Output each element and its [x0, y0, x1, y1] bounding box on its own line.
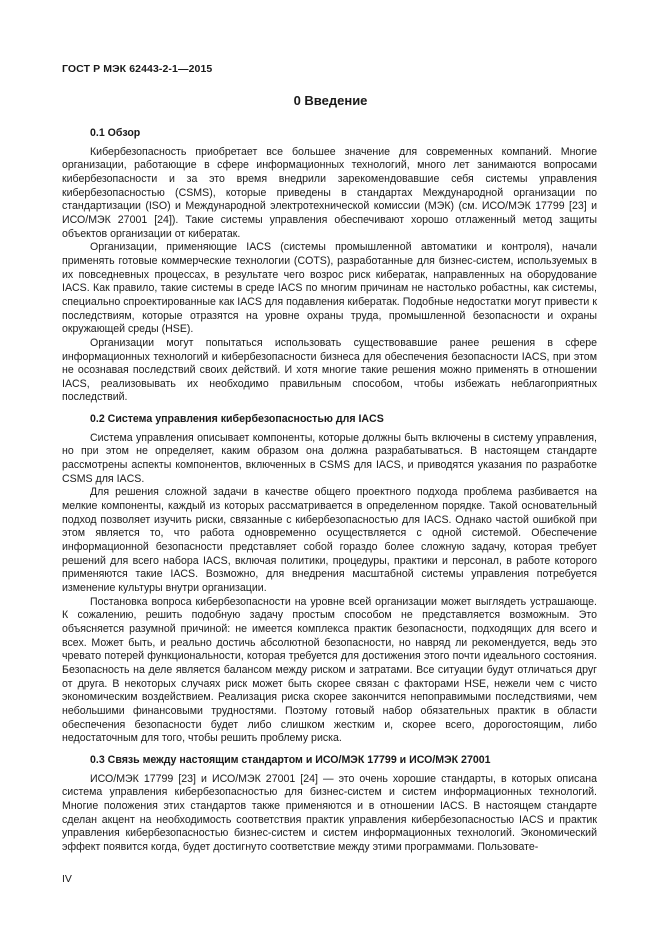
paragraph: Система управления описывает компоненты, которые должны быть включены в систему управления, но при этом не определяет, каким образом она должна разрабатываться. В настоящем стандарте рассмотрены аспекты компонентов, включенных в CSMS для IACS, и приводятся указания по разработке CSMS для IACS. [62, 431, 597, 485]
section-heading-csms: 0.2 Система управления кибербезопасностью для IACS [90, 413, 384, 426]
body-text [62, 122, 597, 854]
paragraph: ИСО/МЭК 17799 [23] и ИСО/МЭК 27001 [24] — это очень хорошие стандарты, в которых описана система управления кибербезопасностью для бизнес-систем и систем информационных технологий. Многие положения этих стандартов также применяются и в отношении IACS. В настоящем стандарте сделан акцент на необходимость соответствия практик управления кибербезопасностью IACS и практик управления кибербезопасностью бизнес-систем и систем информационных технологий. Экономический эффект появится когда, будет достигнуто соответствие между этими программами. Пользовате- [62, 772, 597, 853]
paragraph: Кибербезопасность приобретает все большее значение для современных компаний. Многие организации, работающие в сфере информационных технологий, много лет занимаются вопросами кибербезопасности и за это время внедрили зарекомендовавшие себя системы управления кибербезопасностью (CSMS), которые приведены в стандартах Международной организации по стандартизации (ISO) и Международной электротехнической комиссии (МЭК) (см. ИСО/МЭК 17799 [23] и ИСО/МЭК 27001 [24]). Такие системы управления обеспечивают хорошо отлаженный метод защиты объектов организации от кибератак. [62, 145, 597, 240]
standard-header: ГОСТ Р МЭК 62443-2-1—2015 [62, 63, 213, 75]
section-heading-overview: 0.1 Обзор [90, 127, 141, 139]
page-title: 0 Введение [293, 93, 368, 108]
paragraph: Для решения сложной задачи в качестве общего проектного подхода проблема разбивается на мелкие компоненты, каждый из которых рассматривается в определенном порядке. Такой основательный подход позволяет изучить риски, связанные с кибербезопасностью для IACS. Однако частой ошибкой при этом является то, что работа одновременно осуществляется с одной системой. Обеспечение информационной безопасности представляет собой гораздо более сложную задачу, которая требует решений для всего набора IACS, включая политики, процедуры, практики и персонал, в работе которого применяются такие IACS. Возможно, для внедрения масштабной системы управления потребуется изменение культуры внутри организации. [62, 486, 597, 594]
page-number: IV [62, 873, 72, 885]
paragraph: Организации, применяющие IACS (системы промышленной автоматики и контроля), начали применять готовые коммерческие технологии (COTS), разработанные для бизнес-систем, используемых в их повседневных процессах, в результате чего возрос риск кибератак, направленных на оборудование IACS. Как правило, такие системы в среде IACS по многим причинам не настолько робастны, как системы, специально спроектированные как IACS для подавления кибератак. Подобные недостатки могут привести к последствиям, которые отразятся на уровне охраны труда, промышленной безопасности и охраны окружающей среды (HSE). [62, 241, 597, 336]
section-heading-relation: 0.3 Связь между настоящим стандартом и ИСО/МЭК 17799 и ИСО/МЭК 27001 [90, 753, 491, 766]
paragraph: Организации могут попытаться использовать существовавшие ранее решения в сфере информационных технологий и кибербезопасности бизнеса для обеспечения безопасности IACS, при этом не осознавая последствий своих действий. И хотя многие такие решения можно применять в отношении IACS, реализовывать их необходимо правильным способом, чтобы избежать неблагоприятных последствий. [62, 336, 597, 404]
paragraph: Постановка вопроса кибербезопасности на уровне всей организации может выглядеть устрашающе. К сожалению, решить подобную задачу простым способом не представляется возможным. Это объясняется разумной причиной: не имеется комплекса практик безопасности, подходящих для всего и всех. Может быть, и реально достичь абсолютной безопасности, но навряд ли рекомендуется, ведь это чревато потерей функциональности, которая требуется для достижения этого почти идеального состояния. Безопасность на деле является балансом между риском и затратами. Все ситуации будут отличаться друг от друга. В некоторых случаях риск может быть скорее связан с факторами HSE, нежели чем с чисто экономическим воздействием. Реализация риска скорее закончится непоправимыми последствиями, чем небольшими финансовыми трудностями. Поэтому готовый набор обязательных практик в области обеспечения безопасности будет либо слишком жестким и, скорее всего, дорогостоящим, либо недостаточным для того, чтобы решить проблему риска. [62, 595, 597, 745]
